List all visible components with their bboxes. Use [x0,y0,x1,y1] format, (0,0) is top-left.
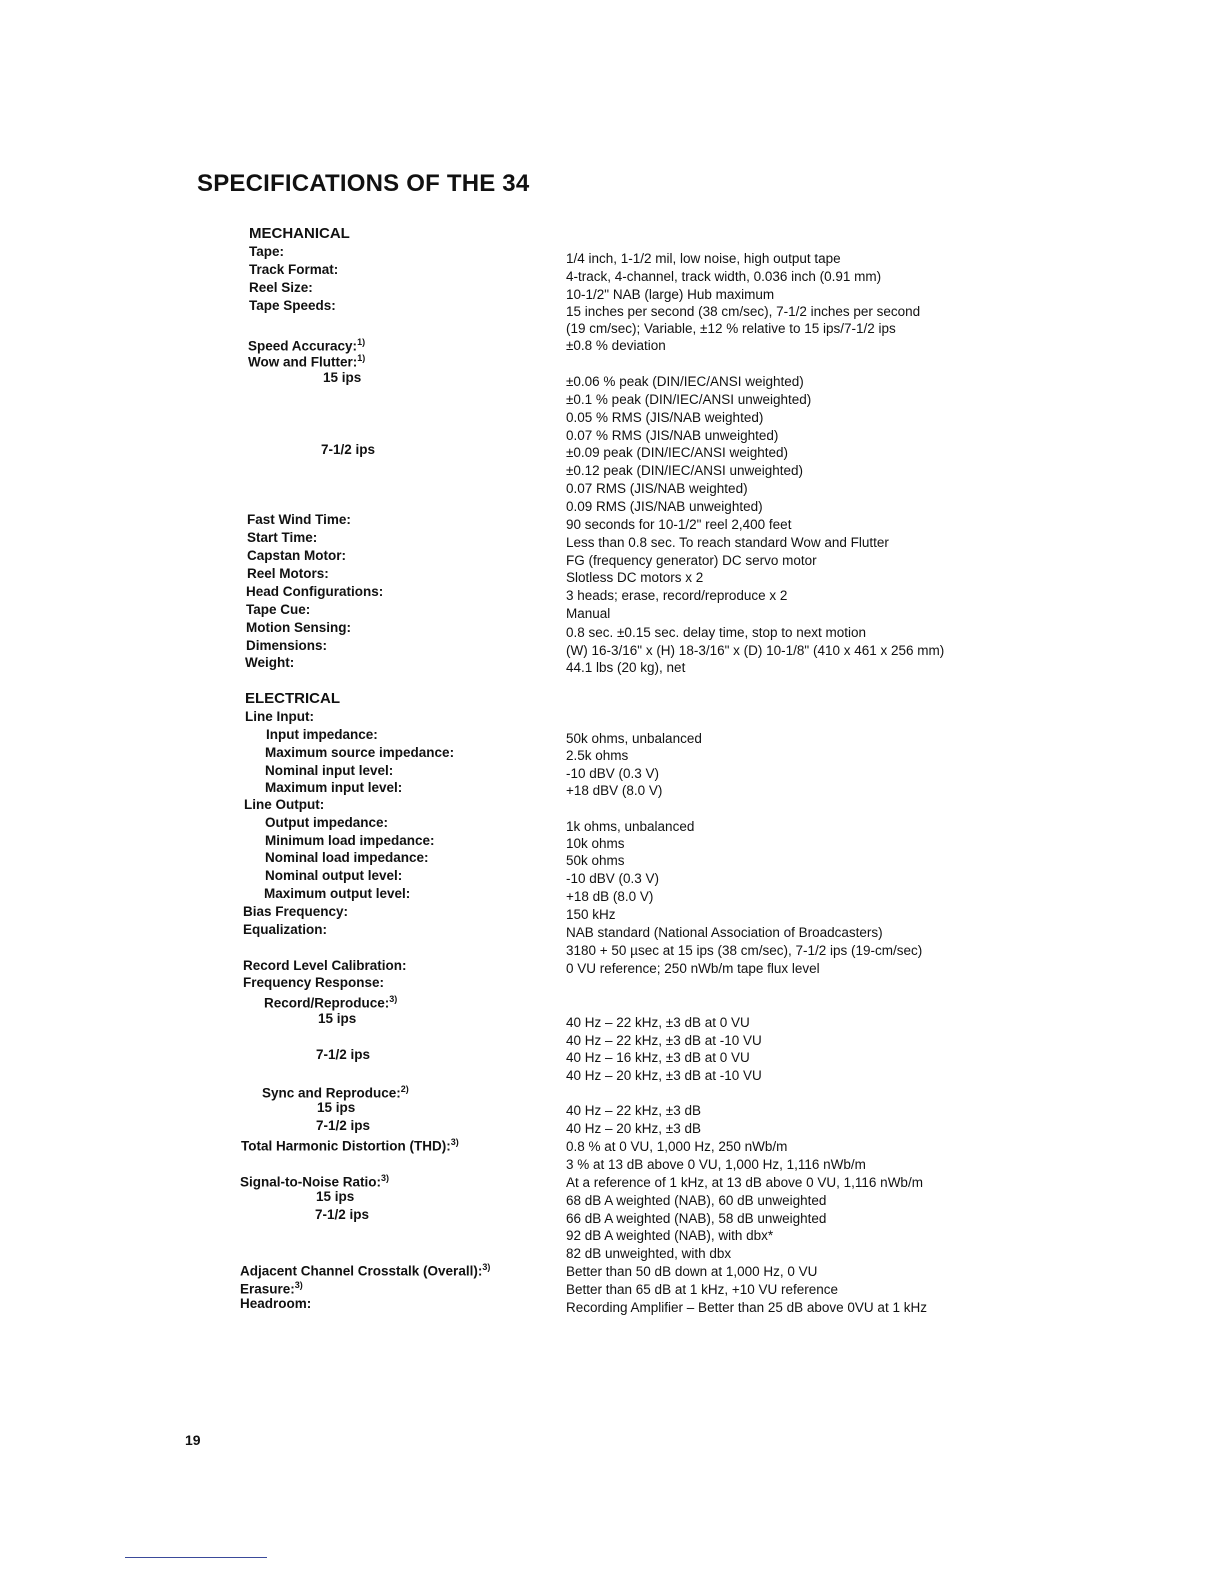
spec-label-max-input: Maximum input level: [265,780,403,795]
spec-value-fast-wind: 90 seconds for 10-1/2" reel 2,400 feet [566,517,792,532]
spec-label-nominal-output: Nominal output level: [265,868,403,883]
spec-value-snr-reference: At a reference of 1 kHz, at 13 dB above 0 VU, 1,116 nWb/m [566,1175,923,1190]
spec-value-track-format: 4-track, 4-channel, track width, 0.036 inch (0.91 mm) [566,269,882,284]
spec-label-tape: Tape: [249,244,285,259]
spec-value-max-output: +18 dB (8.0 V) [566,889,654,904]
spec-value-dimensions: (W) 16-3/16" x (H) 18-3/16" x (D) 10-1/8" (410 x 461 x 256 mm) [566,643,945,658]
spec-label-head-config: Head Configurations: [246,584,384,599]
page-title: SPECIFICATIONS OF THE 34 [197,170,530,197]
spec-value-erasure: Better than 65 dB at 1 kHz, +10 VU reference [566,1282,839,1297]
spec-value-speed-accuracy: ±0.8 % deviation [566,338,666,353]
spec-value-equalization-2: 3180 + 50 µsec at 15 ips (38 cm/sec), 7-1/2 ips (19-cm/sec) [566,943,923,958]
spec-label-wow-flutter: Wow and Flutter:$^{1)}$ [248,353,366,370]
spec-value-output-impedance: 1k ohms, unbalanced [566,819,695,834]
spec-label-track-format: Track Format: [249,262,339,277]
spec-value-capstan-motor: FG (frequency generator) DC servo motor [566,553,817,568]
spec-label-nominal-load-impedance: Nominal load impedance: [265,850,429,865]
spec-label-snr: Signal-to-Noise Ratio:$^{3)}$ [240,1173,390,1190]
spec-value-equalization-1: NAB standard (National Association of Broadcasters) [566,925,883,940]
spec-value-rr-15-1: 40 Hz – 22 kHz, ±3 dB at 0 VU [566,1015,750,1030]
spec-value-crosstalk: Better than 50 dB down at 1,000 Hz, 0 VU [566,1264,818,1279]
spec-value-snr-dbx-2: 82 dB unweighted, with dbx [566,1246,732,1261]
spec-value-thd-1: 0.8 % at 0 VU, 1,000 Hz, 250 nWb/m [566,1139,788,1154]
spec-value-snr-15: 68 dB A weighted (NAB), 60 dB unweighted [566,1193,827,1208]
spec-value-input-impedance: 50k ohms, unbalanced [566,731,702,746]
spec-label-tape-cue: Tape Cue: [246,602,311,617]
spec-value-nominal-load-impedance: 50k ohms [566,853,625,868]
spec-label-headroom: Headroom: [240,1296,312,1311]
spec-label-speed-accuracy: Speed Accuracy:$^{1)}$ [248,337,366,354]
spec-value-rr-75-1: 40 Hz – 16 kHz, ±3 dB at 0 VU [566,1050,750,1065]
spec-label-tape-speeds: Tape Speeds: [249,298,336,313]
spec-label-bias-frequency: Bias Frequency: [243,904,349,919]
footnote-rule [125,1557,267,1558]
spec-value-motion-sensing: 0.8 sec. ±0.15 sec. delay time, stop to next motion [566,625,867,640]
spec-value-weight: 44.1 lbs (20 kg), net [566,660,686,675]
spec-value-headroom: Recording Amplifier – Better than 25 dB above 0VU at 1 kHz [566,1300,927,1315]
spec-value-thd-2: 3 % at 13 dB above 0 VU, 1,000 Hz, 1,116 nWb/m [566,1157,866,1172]
page-number: 19 [185,1432,201,1448]
spec-label-wow-75ips: 7-1/2 ips [321,442,376,457]
spec-label-dimensions: Dimensions: [246,638,328,653]
spec-label-capstan-motor: Capstan Motor: [247,548,346,563]
spec-value-wow-15-2: ±0.1 % peak (DIN/IEC/ANSI unweighted) [566,392,812,407]
spec-label-reel-motors: Reel Motors: [247,566,329,581]
spec-label-frequency-response: Frequency Response: [243,975,385,990]
spec-value-wow-75-3: 0.07 RMS (JIS/NAB weighted) [566,481,748,496]
spec-value-sync-15: 40 Hz – 22 kHz, ±3 dB [566,1103,701,1118]
spec-label-line-output: Line Output: [244,797,325,812]
spec-value-nominal-output: -10 dBV (0.3 V) [566,871,660,886]
spec-label-reel-size: Reel Size: [249,280,313,295]
spec-label-snr-75ips: 7-1/2 ips [315,1207,370,1222]
spec-label-nominal-input: Nominal input level: [265,763,394,778]
spec-label-output-impedance: Output impedance: [265,815,389,830]
spec-label-input-impedance: Input impedance: [266,727,378,742]
spec-value-reel-size: 10-1/2" NAB (large) Hub maximum [566,287,775,302]
spec-value-rr-15-2: 40 Hz – 22 kHz, ±3 dB at -10 VU [566,1033,762,1048]
spec-label-start-time: Start Time: [247,530,318,545]
spec-value-head-config: 3 heads; erase, record/reproduce x 2 [566,588,788,603]
spec-label-fast-wind: Fast Wind Time: [247,512,351,527]
spec-value-tape: 1/4 inch, 1-1/2 mil, low noise, high output tape [566,251,841,266]
section-heading-mechanical: MECHANICAL [249,225,350,242]
section-heading-electrical: ELECTRICAL [245,690,340,707]
spec-label-min-load-impedance: Minimum load impedance: [265,833,435,848]
spec-label-record-reproduce: Record/Reproduce:$^{3)}$ [264,994,398,1011]
spec-value-record-calibration: 0 VU reference; 250 nWb/m tape flux level [566,961,820,976]
spec-value-tape-cue: Manual [566,606,611,621]
spec-value-wow-15-4: 0.07 % RMS (JIS/NAB unweighted) [566,428,779,443]
spec-label-sync-15ips: 15 ips [317,1100,356,1115]
spec-value-sync-75: 40 Hz – 20 kHz, ±3 dB [566,1121,701,1136]
spec-value-max-source-impedance: 2.5k ohms [566,748,629,763]
spec-label-line-input: Line Input: [245,709,314,724]
spec-value-tape-speeds-1: 15 inches per second (38 cm/sec), 7-1/2 inches per second [566,304,921,319]
spec-value-wow-75-4: 0.09 RMS (JIS/NAB unweighted) [566,499,763,514]
spec-value-nominal-input: -10 dBV (0.3 V) [566,766,660,781]
spec-value-snr-75: 66 dB A weighted (NAB), 58 dB unweighted [566,1211,827,1226]
spec-label-max-source-impedance: Maximum source impedance: [265,745,455,760]
spec-value-max-input: +18 dBV (8.0 V) [566,783,663,798]
spec-value-snr-dbx-1: 92 dB A weighted (NAB), with dbx* [566,1228,774,1243]
spec-label-motion-sensing: Motion Sensing: [246,620,351,635]
spec-label-equalization: Equalization: [243,922,327,937]
spec-label-crosstalk: Adjacent Channel Crosstalk (Overall):$^{3)}$ [240,1262,491,1279]
spec-label-weight: Weight: [245,655,295,670]
spec-label-rr-15ips: 15 ips [318,1011,357,1026]
spec-label-sync-75ips: 7-1/2 ips [316,1118,371,1133]
spec-label-erasure: Erasure:$^{3)}$ [240,1280,303,1297]
spec-label-rr-75ips: 7-1/2 ips [316,1047,371,1062]
spec-value-min-load-impedance: 10k ohms [566,836,625,851]
spec-label-record-calibration: Record Level Calibration: [243,958,407,973]
spec-label-wow-15ips: 15 ips [323,370,362,385]
spec-value-reel-motors: Slotless DC motors x 2 [566,570,704,585]
spec-label-max-output: Maximum output level: [264,886,411,901]
spec-value-wow-15-1: ±0.06 % peak (DIN/IEC/ANSI weighted) [566,374,804,389]
spec-label-snr-15ips: 15 ips [316,1189,355,1204]
spec-value-wow-15-3: 0.05 % RMS (JIS/NAB weighted) [566,410,764,425]
spec-value-bias-frequency: 150 kHz [566,907,616,922]
spec-value-wow-75-2: ±0.12 peak (DIN/IEC/ANSI unweighted) [566,463,804,478]
spec-label-thd: Total Harmonic Distortion (THD):$^{3)}$ [241,1137,459,1154]
spec-value-wow-75-1: ±0.09 peak (DIN/IEC/ANSI weighted) [566,445,789,460]
spec-value-rr-75-2: 40 Hz – 20 kHz, ±3 dB at -10 VU [566,1068,762,1083]
spec-label-sync-reproduce: Sync and Reproduce:$^{2)}$ [262,1084,409,1101]
spec-value-start-time: Less than 0.8 sec. To reach standard Wow and Flutter [566,535,889,550]
spec-value-tape-speeds-2: (19 cm/sec); Variable, ±12 % relative to 15 ips/7-1/2 ips [566,321,896,336]
